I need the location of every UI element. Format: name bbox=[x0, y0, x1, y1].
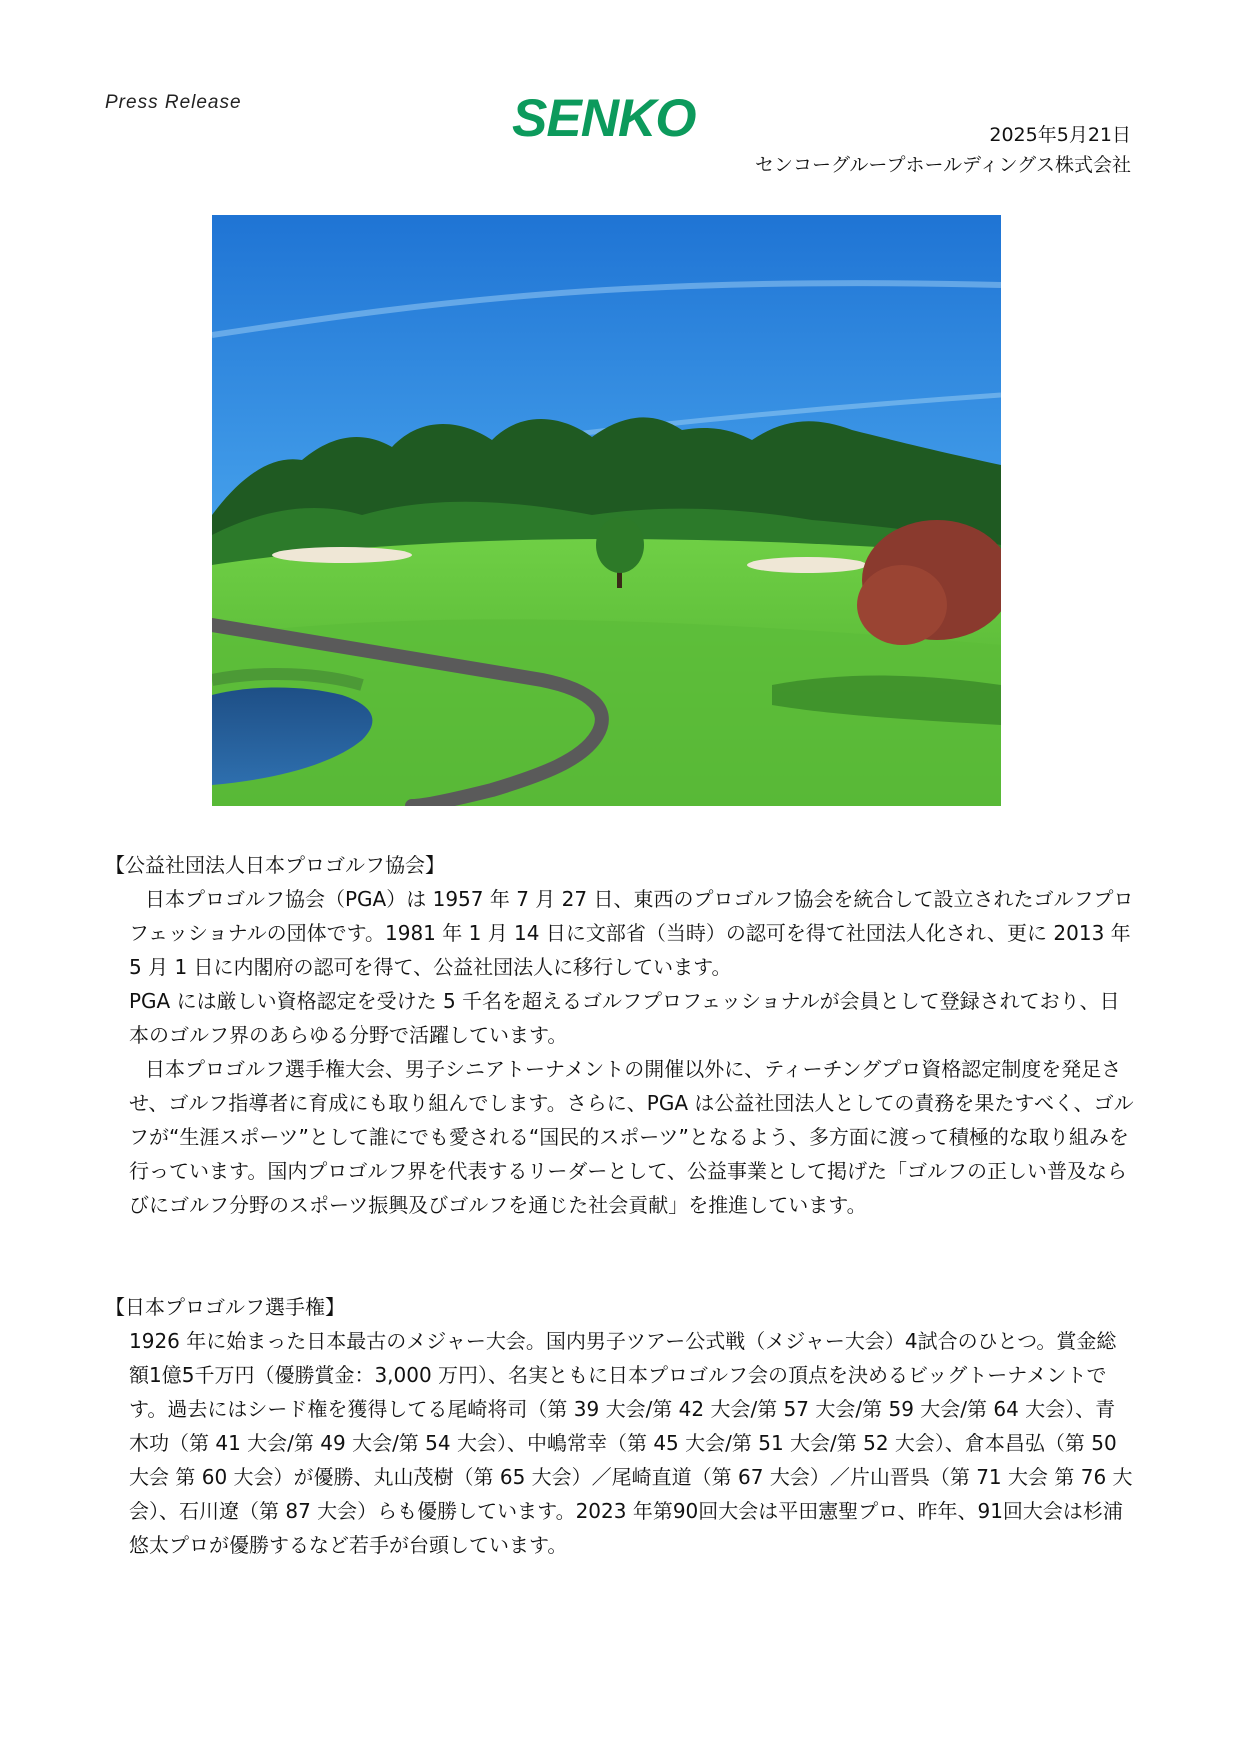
release-date: 2025年5月21日 bbox=[989, 124, 1131, 146]
golf-course-photo bbox=[212, 215, 1001, 806]
section-body-championship bbox=[105, 1324, 1135, 1562]
pga-paragraph-2: PGA には厳しい資格認定を受けた 5 千名を超えるゴルフプロフェッショナルが会員として登録されており、日本のゴルフ界のあらゆる分野で活躍しています。 bbox=[129, 989, 1120, 1047]
section-heading-pga: 【公益社団法人日本プロゴルフ協会】 bbox=[105, 853, 445, 877]
pga-paragraph-3: 日本プロゴルフ選手権大会、男子シニアトーナメントの開催以外に、ティーチングプロ資格認定制度を発足させ、ゴルフ指導者に育成にも取り組んでします。さらに、PGA は公益社団法人としての責務を果たすべく、ゴルフが“生涯スポーツ”として誰にでも愛される“国民的スポーツ”となるよう、多方面に渡って積極的な取り組みを行っています。国内プロゴルフ界を代表するリーダーとして、公益事業として掲げた「ゴルフの正しい普及ならびにゴルフ分野のスポーツ振興及びゴルフを通じた社会貢献」を推進しています。 bbox=[129, 1057, 1134, 1217]
company-name: センコーグループホールディングス株式会社 bbox=[754, 154, 1131, 176]
pga-paragraph-1: 日本プロゴルフ協会（PGA）は 1957 年 7 月 27 日、東西のプロゴルフ協会を統合して設立されたゴルフプロフェッショナルの団体です。1981 年 1 月 14 日に文部省（当時）の認可を得て社団法人化され、更に 2013 年 5 月 1 日に内閣府の認可を得て、公益社団法人に移行しています。 bbox=[129, 887, 1134, 979]
senko-logo: SENKO bbox=[512, 89, 696, 148]
section-heading-championship: 【日本プロゴルフ選手権】 bbox=[105, 1295, 345, 1319]
press-release-label: Press Release bbox=[105, 92, 242, 113]
section-body-pga bbox=[105, 882, 1135, 1222]
championship-paragraph: 1926 年に始まった日本最古のメジャー大会。国内男子ツアー公式戦（メジャー大会）4試合のひとつ。賞金総額1億5千万円（優勝賞金：3,000 万円）、名実ともに日本プロゴルフ会の頂点を決めるビッグトーナメントです。過去にはシード権を獲得してる尾崎将司（第 39 大会/第 42 大会/第 57 大会/第 59 大会/第 64 大会）、青木功（第 41 大会/第 49 大会/第 54 大会）、中嶋常幸（第 45 大会/第 51 大会/第 52 大会）、倉本昌弘（第 50 大会 第 60 大会）が優勝、丸山茂樹（第 65 大会）／尾崎直道（第 67 大会）／片山晋呉（第 71 大会 第 76 大会）、石川遼（第 87 大会）らも優勝しています。2023 年第90回大会は平田憲聖プロ、昨年、91回大会は杉浦悠太プロが優勝するなど若手が台頭しています。 bbox=[129, 1329, 1133, 1557]
